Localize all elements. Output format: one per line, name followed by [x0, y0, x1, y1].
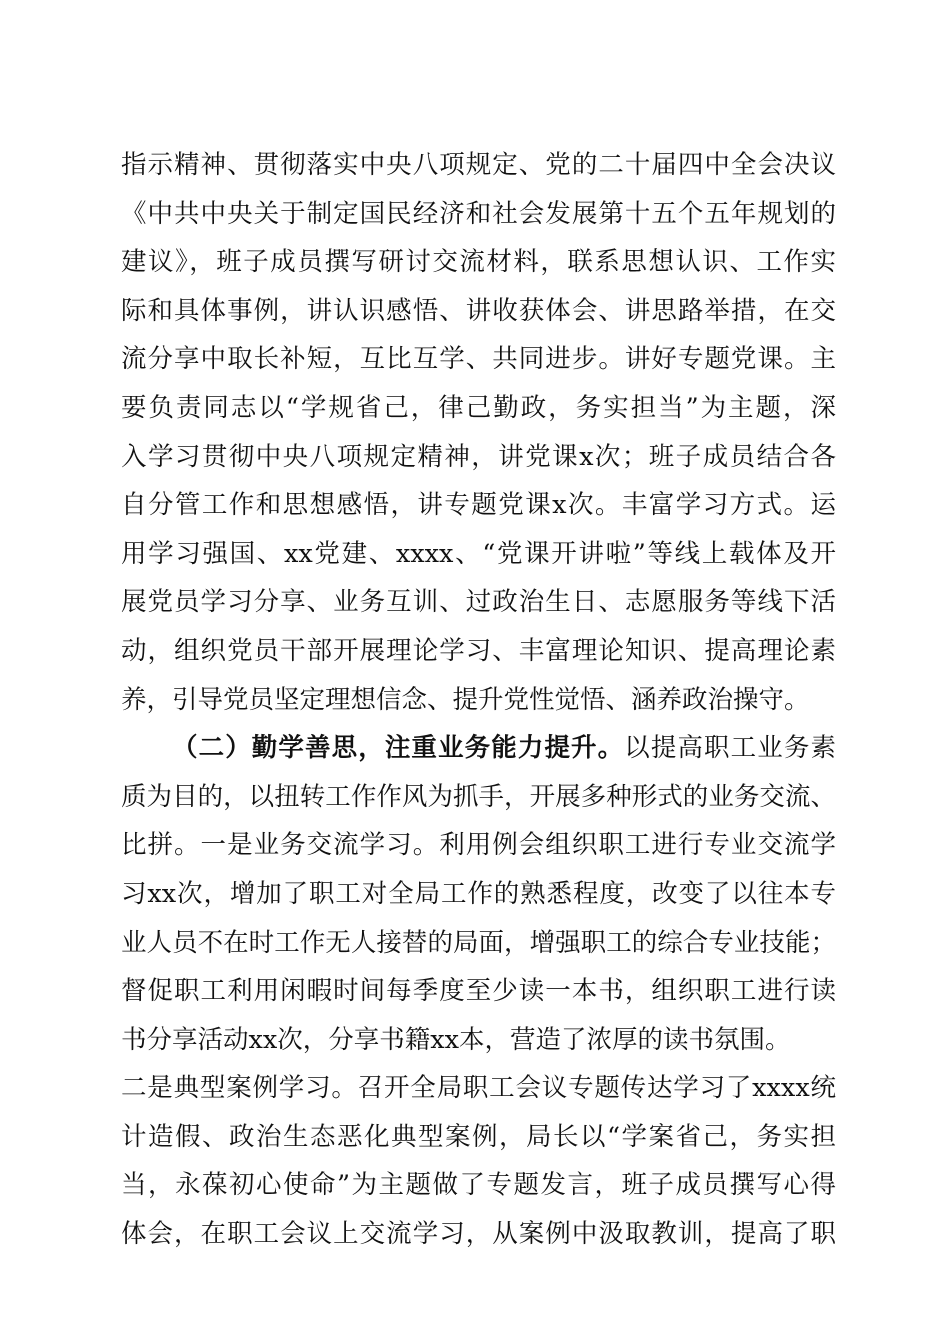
paragraph-2-line-8: 二是典型案例学习。召开全局职工会议专题传达学习了xxxx统 [121, 1073, 836, 1104]
paragraph-1-line-10: 展党员学习分享、业务互训、过政治生日、志愿服务等线下活 [121, 587, 836, 618]
paragraph-1-line-2: 《中共中央关于制定国民经济和社会发展第十五个五年规划的 [121, 198, 836, 229]
paragraph-2-line-4: 习xx次，增加了职工对全局工作的熟悉程度，改变了以往本专 [121, 878, 836, 909]
paragraph-1-line-5: 流分享中取长补短，互比互学、共同进步。讲好专题党课。主 [121, 344, 836, 375]
paragraph-2-line-1 [121, 724, 836, 773]
paragraph-2-line-1-text: 以提高职工业务素 [624, 733, 836, 764]
section-heading: （二）勤学善思，注重业务能力提升。 [172, 733, 625, 764]
paragraph-2-line-9: 计造假、政治生态恶化典型案例，局长以“学案省己，务实担 [121, 1121, 836, 1152]
paragraph-1-line-6: 要负责同志以“学规省己，律己勤政，务实担当”为主题，深 [121, 392, 836, 423]
paragraph-1-line-8: 自分管工作和思想感悟，讲专题党课x次。丰富学习方式。运 [121, 490, 836, 521]
paragraph-1-line-9: 用学习强国、xx党建、xxxx、“党课开讲啦”等线上载体及开 [121, 538, 836, 569]
paragraph-2-line-11: 体会，在职工会议上交流学习，从案例中汲取教训，提高了职 [121, 1219, 836, 1250]
paragraph-1-line-7: 入学习贯彻中央八项规定精神，讲党课x次；班子成员结合各 [121, 441, 836, 472]
paragraph-2-line-10: 当，永葆初心使命”为主题做了专题发言，班子成员撰写心得 [121, 1170, 836, 1201]
paragraph-1-line-11: 动，组织党员干部开展理论学习、丰富理论知识、提高理论素 [121, 635, 836, 666]
paragraph-1-line-1: 指示精神、贯彻落实中央八项规定、党的二十届四中全会决议 [121, 150, 836, 180]
paragraph-2-line-6: 督促职工利用闲暇时间每季度至少读一本书，组织职工进行读 [121, 976, 836, 1007]
paragraph-2-line-5: 业人员不在时工作无人接替的局面，增强职工的综合专业技能； [121, 927, 836, 958]
paragraph-2-line-3: 比拼。一是业务交流学习。利用例会组织职工进行专业交流学 [121, 830, 836, 861]
paragraph-2-line-2: 质为目的，以扭转工作作风为抓手，开展多种形式的业务交流、 [121, 781, 836, 812]
paragraph-1-line-4: 际和具体事例，讲认识感悟、讲收获体会、讲思路举措，在交 [121, 295, 836, 326]
paragraph-1-line-12: 养，引导党员坚定理想信念、提升党性觉悟、涵养政治操守。 [121, 684, 810, 715]
paragraph-2-line-7: 书分享活动xx次，分享书籍xx本，营造了浓厚的读书氛围。 [121, 1024, 791, 1055]
paragraph-1-line-3: 建议》，班子成员撰写研讨交流材料，联系思想认识、工作实 [121, 247, 836, 278]
document-body [121, 141, 836, 1259]
